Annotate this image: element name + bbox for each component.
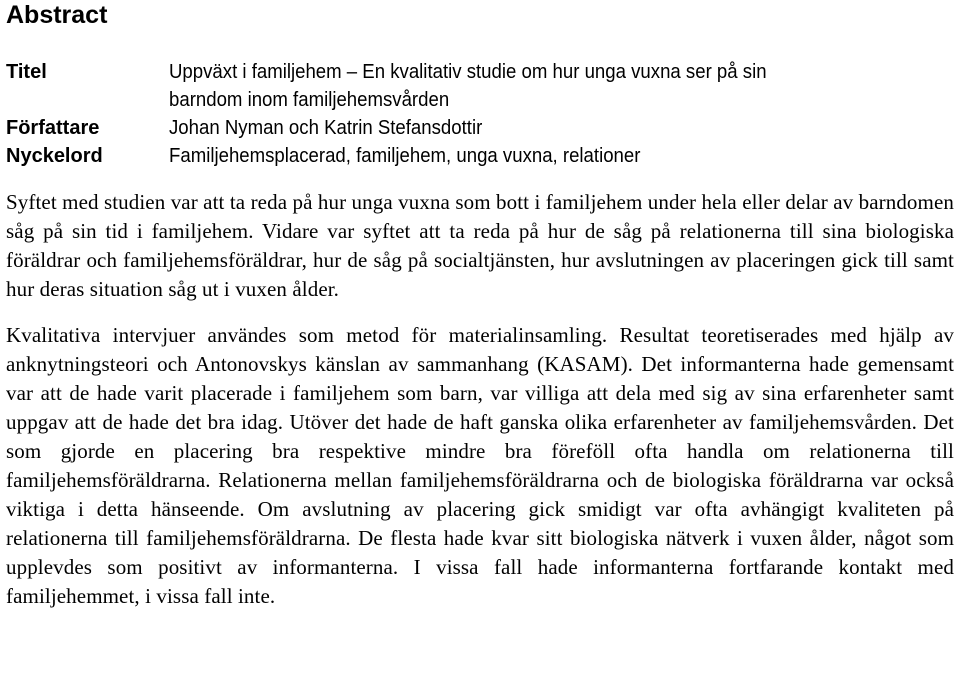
title-value-line-2: barndom inom familjehemsvården [169,89,450,111]
title-value-line-1: Uppväxt i familjehem – En kvalitativ studie om hur unga vuxna ser på sin [169,61,767,83]
keywords-value: Familjehemsplacerad, familjehem, unga vuxna, relationer [169,145,641,167]
abstract-paragraph-purpose: Syftet med studien var att ta reda på hur unga vuxna som bott i familjehem under hela eller delar av barndomen såg på sin tid i familjehem. Vidare var syftet att ta reda på hur de såg på relationerna till sina biologiska föräldrar och familjehemsföräldrar, hur de såg på socialtjänsten, hur avslutningen av placeringen gick till samt hur deras situation såg ut i vuxen ålder. [6,190,954,301]
metadata-block [6,58,954,170]
keywords-label: Nyckelord [6,145,103,167]
keywords-row [6,142,954,170]
abstract-paragraph-method-results: Kvalitativa intervjuer användes som metod för materialinsamling. Resultat teoretiserades med hjälp av anknytningsteori och Antonovskys känslan av sammanhang (KASAM). Det informanterna hade gemensamt var att de hade varit placerade i familjehem som barn, var villiga att dela med sig av sina erfarenheter samt uppgav att de hade det bra idag. Utöver det hade de haft ganska olika erfarenheter av familjehemsvården. Det som gjorde en placering bra respektive mindre bra föreföll ofta handla om relationerna till familjehemsföräldrarna. Relationerna mellan familjehemsföräldrarna och de biologiska föräldrarna var också viktiga i detta hänseende. Om avslutning av placering gick smidigt var ofta avhängigt kvaliteten på relationerna till familjehemsföräldrarna. De flesta hade kvar sitt biologiska nätverk i vuxen ålder, något som upplevdes som positivt av informanterna. I vissa fall hade informanterna fortfarande kontakt med familjehemmet, i vissa fall inte. [6,323,954,608]
authors-label: Författare [6,117,100,139]
authors-row [6,114,954,142]
title-label: Titel [6,61,47,83]
title-value [169,58,899,114]
authors-value: Johan Nyman och Katrin Stefansdottir [169,117,483,139]
title-row [6,58,954,114]
abstract-heading: Abstract [6,1,108,29]
